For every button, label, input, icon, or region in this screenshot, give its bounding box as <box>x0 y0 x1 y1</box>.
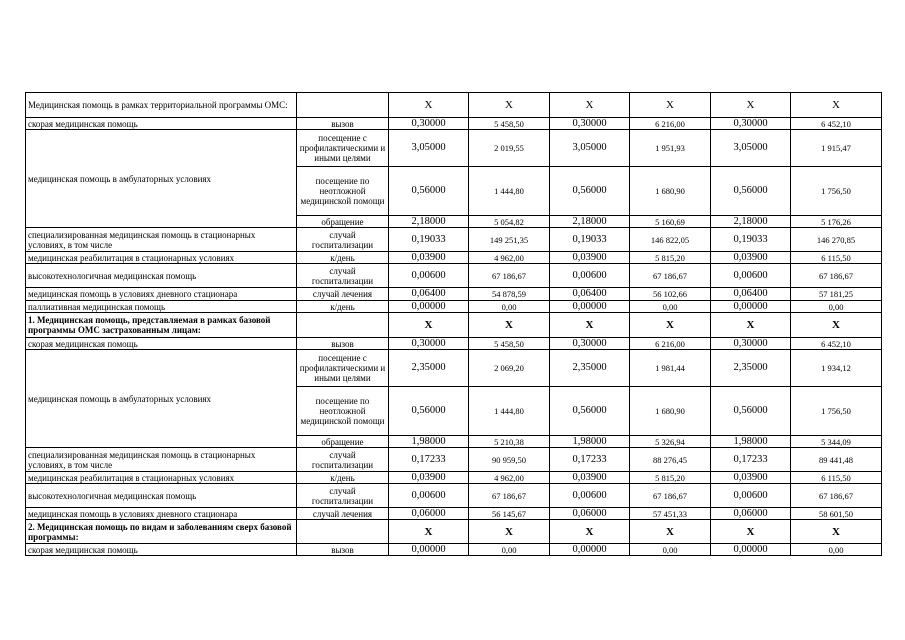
cell-value-4: 88 276,45 <box>630 448 711 472</box>
cell-unit: посещение с профилактическими и иными целями <box>297 350 389 387</box>
table-row <box>26 350 882 387</box>
cell-value-3: 0,06400 <box>550 288 630 301</box>
cell-value-1: 1,98000 <box>389 436 469 448</box>
cell-value-6: 57 181,25 <box>791 288 882 301</box>
cell-value-4: 67 186,67 <box>630 264 711 288</box>
cell-value-5: 0,06000 <box>711 508 791 520</box>
table-row <box>26 118 882 130</box>
cell-value-5: 2,35000 <box>711 350 791 387</box>
cell-value-1: 0,00000 <box>389 544 469 556</box>
cell-name: 2. Медицинская помощь по видам и заболеваниям сверх базовой программы: <box>26 520 297 544</box>
cell-value-2: 56 145,67 <box>469 508 550 520</box>
cell-value-4: 5 815,20 <box>630 252 711 264</box>
cell-unit: случай госпитализации <box>297 228 389 252</box>
table-row <box>26 472 882 484</box>
cell-value-3: 0,00000 <box>550 544 630 556</box>
cell-value-1: 0,00000 <box>389 301 469 313</box>
cell-value-4: 1 680,90 <box>630 167 711 216</box>
cell-value-5: X <box>711 520 791 544</box>
cell-value-6: 0,00 <box>791 301 882 313</box>
cell-value-4: 0,00 <box>630 301 711 313</box>
cell-value-6: 146 270,85 <box>791 228 882 252</box>
cell-name: медицинская помощь в условиях дневного стационара <box>26 508 297 520</box>
cell-value-3: 0,00000 <box>550 301 630 313</box>
cell-value-5: 0,03900 <box>711 472 791 484</box>
cell-unit: обращение <box>297 436 389 448</box>
cell-value-6: 6 115,50 <box>791 252 882 264</box>
cell-value-3: 3,05000 <box>550 130 630 167</box>
cell-value-1: 0,03900 <box>389 472 469 484</box>
cell-value-5: 0,17233 <box>711 448 791 472</box>
table-row <box>26 228 882 252</box>
cell-value-1: 0,00600 <box>389 484 469 508</box>
cell-name: Медицинская помощь в рамках территориальной программы ОМС: <box>26 93 297 118</box>
cell-value-1: 0,03900 <box>389 252 469 264</box>
cell-value-4: 67 186,67 <box>630 484 711 508</box>
cell-value-1: X <box>389 520 469 544</box>
cell-unit: обращение <box>297 216 389 228</box>
cell-value-5: 0,00600 <box>711 264 791 288</box>
cell-unit: к/день <box>297 472 389 484</box>
cell-value-2: 1 444,80 <box>469 167 550 216</box>
cell-value-2: 0,00 <box>469 544 550 556</box>
cell-value-1: X <box>389 93 469 118</box>
cell-value-2: X <box>469 93 550 118</box>
cell-unit: вызов <box>297 338 389 350</box>
table-row <box>26 130 882 167</box>
cell-name: скорая медицинская помощь <box>26 118 297 130</box>
cell-value-2: 5 210,38 <box>469 436 550 448</box>
cell-value-3: 0,56000 <box>550 167 630 216</box>
cell-value-6: 67 186,67 <box>791 484 882 508</box>
cell-value-1: 0,56000 <box>389 167 469 216</box>
cell-name: скорая медицинская помощь <box>26 544 297 556</box>
cell-value-5: 0,00000 <box>711 544 791 556</box>
cell-value-2: X <box>469 313 550 338</box>
cell-unit: вызов <box>297 118 389 130</box>
cell-unit <box>297 520 389 544</box>
cell-unit: к/день <box>297 301 389 313</box>
table-row <box>26 301 882 313</box>
cell-value-4: 1 951,93 <box>630 130 711 167</box>
cell-value-1: 3,05000 <box>389 130 469 167</box>
cell-value-4: 5 326,94 <box>630 436 711 448</box>
cell-value-6: X <box>791 313 882 338</box>
cell-value-3: X <box>550 520 630 544</box>
table-row <box>26 288 882 301</box>
cell-value-1: 0,17233 <box>389 448 469 472</box>
table-row <box>26 484 882 508</box>
cell-value-5: 0,30000 <box>711 118 791 130</box>
table-row <box>26 252 882 264</box>
cell-value-4: 1 981,44 <box>630 350 711 387</box>
cell-value-6: 5 176,26 <box>791 216 882 228</box>
cell-value-1: 0,19033 <box>389 228 469 252</box>
cell-unit: вызов <box>297 544 389 556</box>
cell-value-6: X <box>791 520 882 544</box>
cell-unit: случай лечения <box>297 508 389 520</box>
cell-unit: к/день <box>297 252 389 264</box>
table-row <box>26 520 882 544</box>
cell-value-4: 5 160,69 <box>630 216 711 228</box>
cell-value-3: 2,35000 <box>550 350 630 387</box>
cell-value-5: 0,56000 <box>711 167 791 216</box>
cell-name: медицинская помощь в амбулаторных условиях <box>26 350 297 448</box>
cell-value-2: 2 069,20 <box>469 350 550 387</box>
cell-value-4: 5 815,20 <box>630 472 711 484</box>
cell-name: скорая медицинская помощь <box>26 338 297 350</box>
cell-value-3: 0,03900 <box>550 252 630 264</box>
cell-value-5: 0,06400 <box>711 288 791 301</box>
cell-name: специализированная медицинская помощь в стационарных условиях, в том числе <box>26 228 297 252</box>
cell-value-5: 0,00000 <box>711 301 791 313</box>
cell-value-5: 0,03900 <box>711 252 791 264</box>
cell-value-3: X <box>550 93 630 118</box>
cell-value-3: 0,17233 <box>550 448 630 472</box>
cell-value-1: 0,30000 <box>389 118 469 130</box>
cell-value-2: 2 019,55 <box>469 130 550 167</box>
table-row <box>26 448 882 472</box>
cell-value-6: 6 452,10 <box>791 338 882 350</box>
cell-value-3: 0,03900 <box>550 472 630 484</box>
cell-name: высокотехнологичная медицинская помощь <box>26 264 297 288</box>
cell-value-2: 5 054,82 <box>469 216 550 228</box>
cell-value-3: 0,00600 <box>550 264 630 288</box>
cell-unit: случай лечения <box>297 288 389 301</box>
cell-value-3: 1,98000 <box>550 436 630 448</box>
cell-value-4: X <box>630 520 711 544</box>
cell-value-5: 1,98000 <box>711 436 791 448</box>
cell-value-6: 67 186,67 <box>791 264 882 288</box>
cell-value-4: 6 216,00 <box>630 118 711 130</box>
cell-unit <box>297 93 389 118</box>
cell-value-2: 67 186,67 <box>469 484 550 508</box>
cell-value-1: 0,00600 <box>389 264 469 288</box>
cell-name: медицинская помощь в амбулаторных условиях <box>26 130 297 228</box>
cell-value-2: 149 251,35 <box>469 228 550 252</box>
cell-value-5: X <box>711 93 791 118</box>
cell-name: паллиативная медицинская помощь <box>26 301 297 313</box>
cell-value-2: 0,00 <box>469 301 550 313</box>
cell-value-3: 0,56000 <box>550 387 630 436</box>
cell-value-3: 0,00600 <box>550 484 630 508</box>
cell-value-2: 1 444,80 <box>469 387 550 436</box>
cell-name: медицинская реабилитация в стационарных условиях <box>26 252 297 264</box>
cell-value-1: 0,30000 <box>389 338 469 350</box>
table-row <box>26 93 882 118</box>
cell-value-2: 4 962,00 <box>469 472 550 484</box>
table-row <box>26 264 882 288</box>
cell-value-6: 6 452,10 <box>791 118 882 130</box>
cell-value-5: 2,18000 <box>711 216 791 228</box>
cell-unit: случай госпитализации <box>297 484 389 508</box>
cell-value-5: X <box>711 313 791 338</box>
table-body <box>26 93 882 556</box>
cell-unit: случай госпитализации <box>297 264 389 288</box>
table-row <box>26 313 882 338</box>
cell-name: медицинская помощь в условиях дневного стационара <box>26 288 297 301</box>
cell-value-2: 5 458,50 <box>469 338 550 350</box>
cell-value-2: 4 962,00 <box>469 252 550 264</box>
cell-value-1: X <box>389 313 469 338</box>
cell-value-5: 0,19033 <box>711 228 791 252</box>
cell-value-4: X <box>630 313 711 338</box>
cell-value-5: 0,00600 <box>711 484 791 508</box>
cell-value-3: 2,18000 <box>550 216 630 228</box>
cell-name: медицинская реабилитация в стационарных условиях <box>26 472 297 484</box>
cell-unit: посещение с профилактическими и иными целями <box>297 130 389 167</box>
cell-value-6: 0,00 <box>791 544 882 556</box>
cell-name: специализированная медицинская помощь в стационарных условиях, в том числе <box>26 448 297 472</box>
cell-unit: посещение по неотложной медицинской помощи <box>297 387 389 436</box>
cell-value-1: 0,56000 <box>389 387 469 436</box>
cell-unit: случай госпитализации <box>297 448 389 472</box>
cell-value-3: 0,19033 <box>550 228 630 252</box>
cell-value-1: 2,18000 <box>389 216 469 228</box>
cell-value-1: 0,06000 <box>389 508 469 520</box>
cell-value-6: 58 601,50 <box>791 508 882 520</box>
cell-value-6: 5 344,09 <box>791 436 882 448</box>
cell-value-3: 0,06000 <box>550 508 630 520</box>
cell-value-6: X <box>791 93 882 118</box>
cell-value-1: 0,06400 <box>389 288 469 301</box>
table-row <box>26 338 882 350</box>
cell-value-3: X <box>550 313 630 338</box>
table-row <box>26 508 882 520</box>
cell-value-2: X <box>469 520 550 544</box>
cell-value-2: 90 959,50 <box>469 448 550 472</box>
cell-value-4: 146 822,05 <box>630 228 711 252</box>
cell-value-4: 1 680,90 <box>630 387 711 436</box>
cell-value-2: 5 458,50 <box>469 118 550 130</box>
cell-value-3: 0,30000 <box>550 118 630 130</box>
table-row <box>26 544 882 556</box>
cell-value-4: 56 102,66 <box>630 288 711 301</box>
cell-value-1: 2,35000 <box>389 350 469 387</box>
cell-unit: посещение по неотложной медицинской помощи <box>297 167 389 216</box>
cell-name: высокотехнологичная медицинская помощь <box>26 484 297 508</box>
cell-value-6: 6 115,50 <box>791 472 882 484</box>
cell-value-5: 0,30000 <box>711 338 791 350</box>
cell-name: 1. Медицинская помощь, представляемая в рамках базовой программы ОМС застрахованным лицам: <box>26 313 297 338</box>
cell-value-4: 6 216,00 <box>630 338 711 350</box>
cell-value-5: 3,05000 <box>711 130 791 167</box>
cell-value-6: 1 915,47 <box>791 130 882 167</box>
cell-value-6: 1 756,50 <box>791 387 882 436</box>
cell-unit <box>297 313 389 338</box>
cell-value-5: 0,56000 <box>711 387 791 436</box>
cell-value-4: 57 451,33 <box>630 508 711 520</box>
cell-value-3: 0,30000 <box>550 338 630 350</box>
cell-value-2: 67 186,67 <box>469 264 550 288</box>
cell-value-4: 0,00 <box>630 544 711 556</box>
cell-value-4: X <box>630 93 711 118</box>
volumes-table <box>25 92 882 556</box>
cell-value-6: 1 756,50 <box>791 167 882 216</box>
cell-value-2: 54 878,59 <box>469 288 550 301</box>
cell-value-6: 89 441,48 <box>791 448 882 472</box>
cell-value-6: 1 934,12 <box>791 350 882 387</box>
